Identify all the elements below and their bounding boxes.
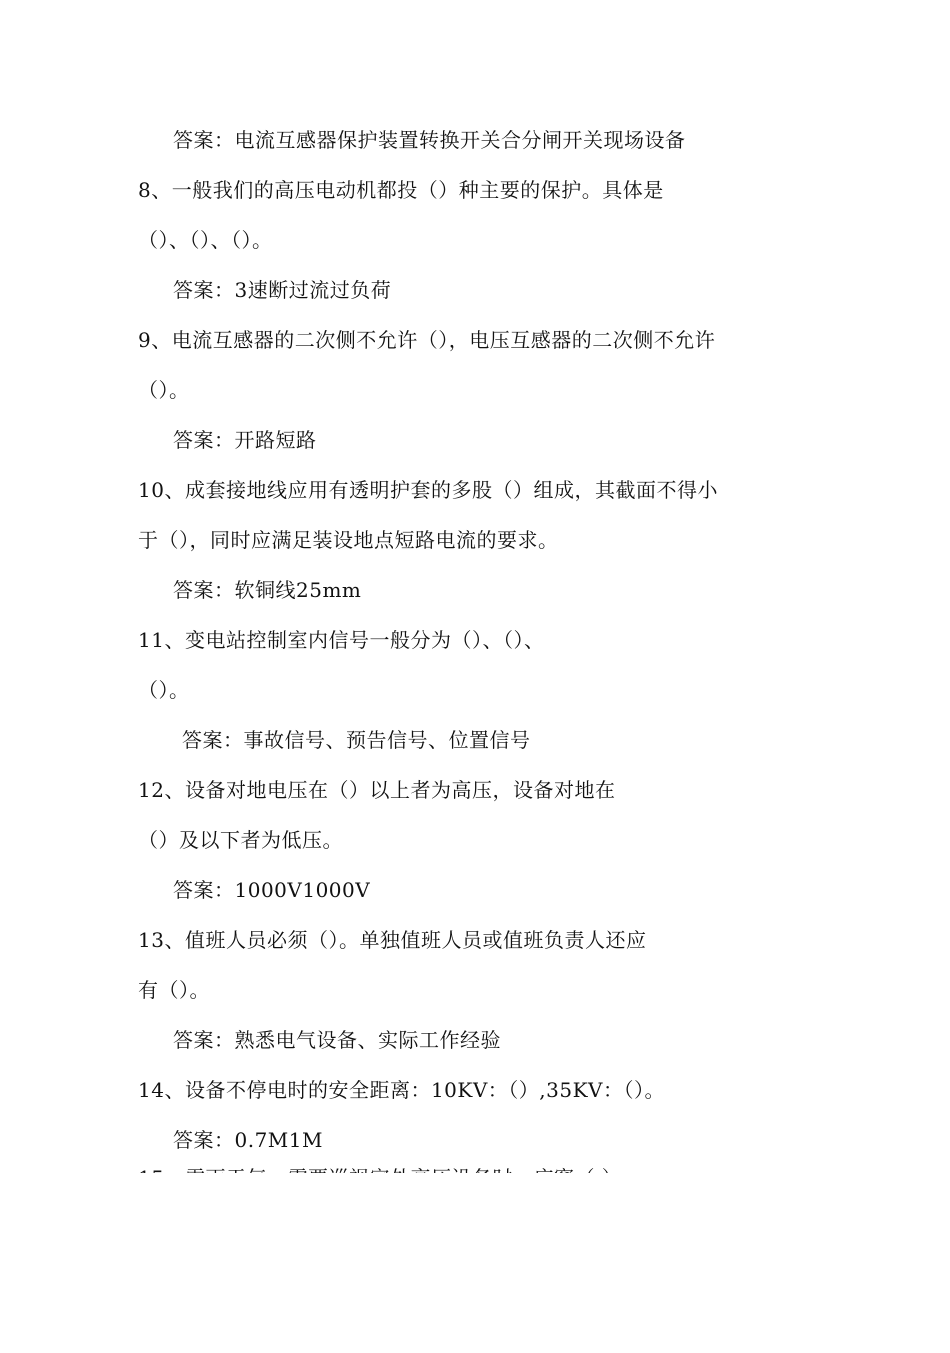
page-cutoff — [0, 1173, 950, 1353]
question-12-cont: （）及以下者为低压。 — [138, 828, 343, 852]
question-10-cont: 于（），同时应满足装设地点短路电流的要求。 — [138, 528, 559, 552]
question-12: 12、设备对地电压在（）以上者为高压，设备对地在 — [138, 778, 616, 802]
answer-7: 答案：电流互感器保护装置转换开关合分闸开关现场设备 — [173, 128, 686, 152]
question-13-cont: 有（）。 — [138, 978, 210, 1002]
answer-14: 答案：0.7M1M — [173, 1128, 323, 1152]
answer-8: 答案：3速断过流过负荷 — [173, 278, 392, 302]
question-11-cont: （）。 — [138, 678, 190, 702]
question-11: 11、变电站控制室内信号一般分为（）、（）、 — [138, 628, 545, 652]
answer-10: 答案：软铜线25mm — [173, 578, 362, 602]
question-8-cont: （）、（）、（）。 — [138, 228, 273, 252]
answer-13: 答案：熟悉电气设备、实际工作经验 — [173, 1028, 501, 1052]
question-8: 8、一般我们的高压电动机都投（）种主要的保护。具体是 — [138, 178, 664, 202]
question-10: 10、成套接地线应用有透明护套的多股（）组成，其截面不得小 — [138, 478, 718, 502]
question-13: 13、值班人员必须（）。单独值班人员或值班负责人还应 — [138, 928, 647, 952]
question-14: 14、设备不停电时的安全距离：10KV：（）,35KV：（）。 — [138, 1078, 665, 1102]
answer-12: 答案：1000V1000V — [173, 878, 371, 902]
answer-9: 答案：开路短路 — [173, 428, 317, 452]
question-9-cont: （）。 — [138, 378, 190, 402]
question-9: 9、电流互感器的二次侧不允许（），电压互感器的二次侧不允许 — [138, 328, 716, 352]
answer-11: 答案：事故信号、预告信号、位置信号 — [182, 728, 531, 752]
